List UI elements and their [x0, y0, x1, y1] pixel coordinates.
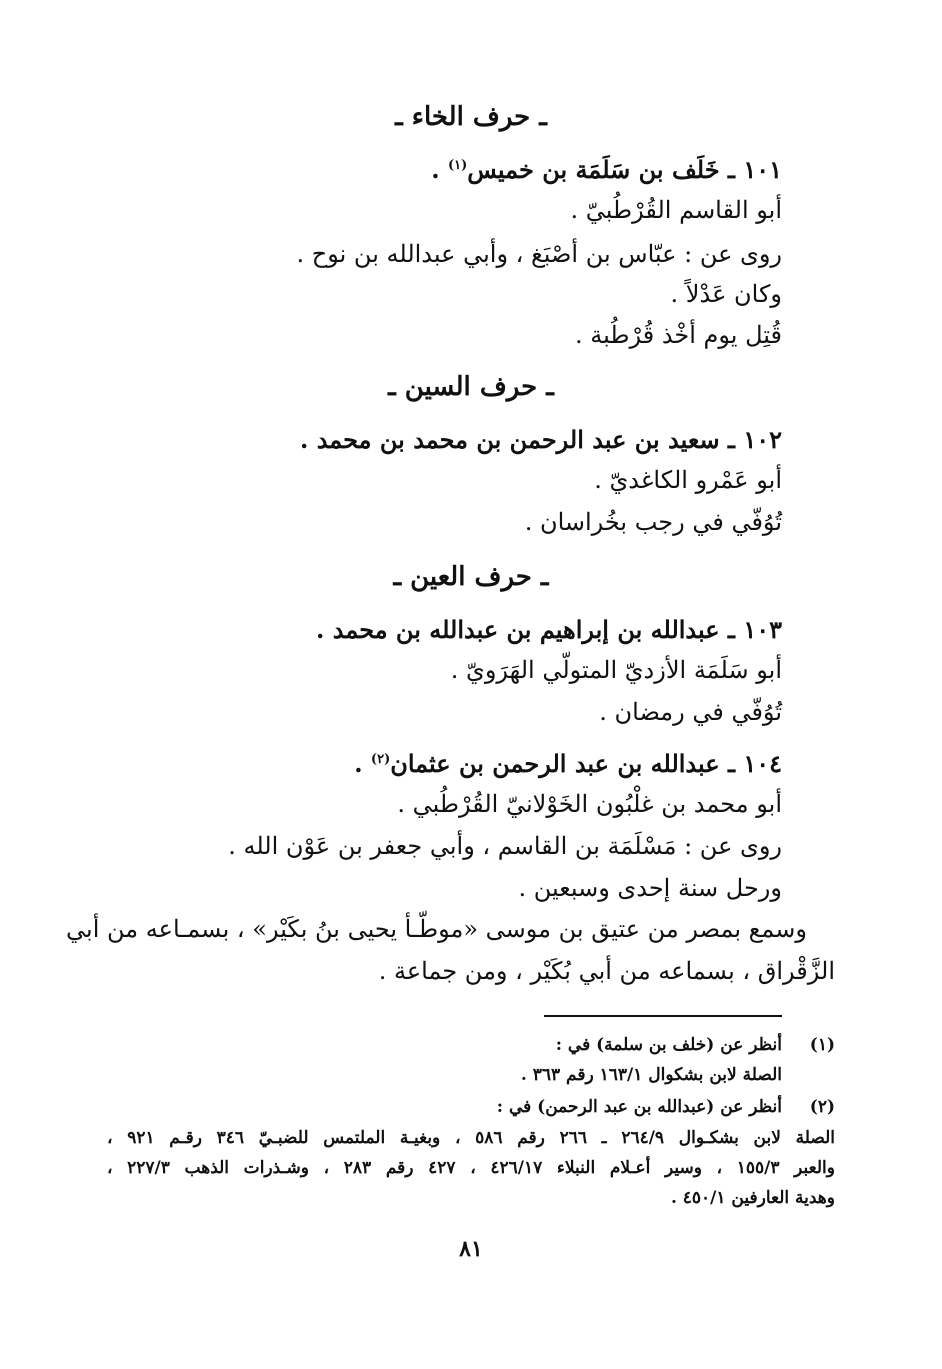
entry-101-title: [431, 153, 782, 187]
entry-104-title-end: .: [354, 749, 371, 778]
entry-101-note: وكان عَدْلاً .: [670, 280, 782, 308]
page-number: ٨١: [459, 1236, 483, 1262]
entry-104-kunya: أبو محمد بن غلْبُون الخَوْلانيّ القُرْطُبي .: [397, 790, 782, 818]
footnote-1-number: (١): [809, 1035, 835, 1055]
entry-103-death: تُوُفّي في رمضان .: [599, 698, 782, 726]
entry-101-title-end: .: [431, 155, 448, 184]
entry-104-narrated: روى عن : مَسْلَمَة بن القاسم ، وأبي جعفر بن عَوْن الله .: [228, 832, 782, 860]
footnote-separator: [544, 1015, 782, 1017]
entry-101-title-text: ١٠١ ـ خَلَف بن سَلَمَة بن خميس: [467, 155, 782, 184]
footnote-2-line-2: الصلة لابن بشكـوال ٢٦٤/٩ ـ ٢٦٦ رقم ٥٨٦ ، وبغيـة الملتمس للضبـيّ ٣٤٦ رقـم ٩٢١ ،: [107, 1128, 836, 1148]
entry-102-title: ١٠٢ ـ سعيد بن عبد الرحمن بن محمد بن محمد .: [300, 425, 782, 454]
entry-104-travel: ورحل سنة إحدى وسبعين .: [518, 874, 782, 902]
footnote-1-line-1: أنظر عن (خلف بن سلمة) في :: [555, 1035, 782, 1055]
footnote-2-line-3: والعبر ١٥٥/٣ ، وسير أعـلام النبلاء ٤٢٦/١٧ ، ٤٢٧ رقم ٢٨٣ ، وشـذرات الذهب ٢٢٧/٣ ،: [107, 1158, 835, 1178]
entry-101-death: قُتِل يوم أخْذ قُرْطُبة .: [575, 321, 782, 349]
entry-103-title: ١٠٣ ـ عبدالله بن إبراهيم بن عبدالله بن محمد .: [316, 615, 782, 644]
entry-103-kunya: أبو سَلَمَة الأزديّ المتولّي الهَرَويّ .: [450, 656, 782, 684]
section-heading-sin: ـ حرف السين ـ: [388, 372, 554, 402]
entry-104-title-text: ١٠٤ ـ عبدالله بن عبد الرحمن بن عثمان: [390, 749, 782, 778]
footnote-2-line-1: أنظر عن (عبدالله بن عبد الرحمن) في :: [496, 1097, 782, 1117]
entry-101-narrated: روى عن : عبّاس بن أصْبَغ ، وأبي عبدالله بن نوح .: [296, 240, 782, 268]
footnote-ref-1[interactable]: (١): [447, 158, 468, 173]
section-heading-ayn: ـ حرف العين ـ: [393, 562, 549, 592]
entry-104-heard-line2: الزَّقْراق ، بسماعه من أبي بُكَيْر ، ومن جماعة .: [378, 957, 835, 985]
entry-104-heard-line1: وسمع بمصر من عتيق بن موسى «موطّـأ يحيى بنُ بكَيْر» ، بسمـاعه من أبي: [66, 915, 807, 943]
footnote-2-line-4: وهدية العارفين ٤٥٠/١ .: [670, 1188, 835, 1208]
entry-104-title: [354, 747, 782, 781]
entry-102-death: تُوُفّي في رجب بخُراسان .: [524, 508, 782, 536]
entry-101-kunya: أبو القاسم القُرْطُبيّ .: [570, 196, 782, 224]
section-heading-kha: ـ حرف الخاء ـ: [395, 102, 547, 132]
footnote-1-line-2: الصلة لابن بشكوال ١٦٣/١ رقم ٣٦٣ .: [520, 1065, 782, 1085]
footnote-ref-2[interactable]: (٢): [370, 752, 391, 767]
entry-102-kunya: أبو عَمْرو الكاغديّ .: [594, 466, 782, 494]
footnote-2-number: (٢): [809, 1097, 835, 1117]
